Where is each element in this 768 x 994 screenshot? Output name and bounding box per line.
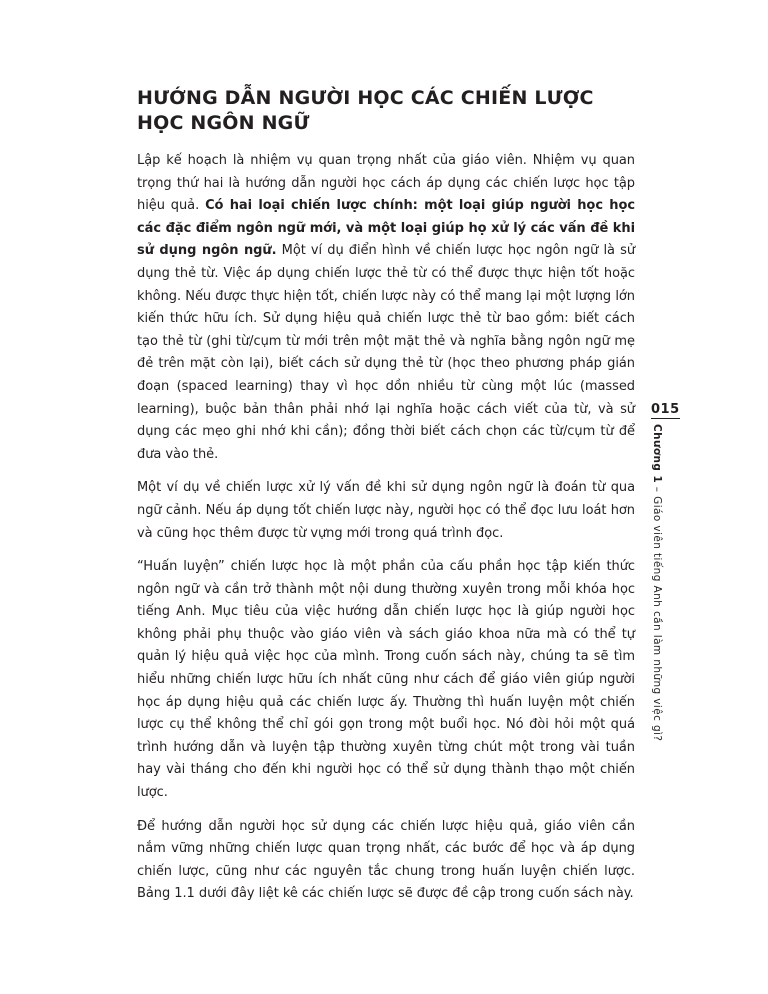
paragraph-1-rest: Một ví dụ điển hình về chiến lược học ngôn ngữ là sử dụng thẻ từ. Việc áp dụng chiến lược thẻ từ có thể được thực hiện tốt hoặc không. Nếu được thực hiện tốt, chiến lược này có thể mang lại một lượng lớn kiến thức hữu ích. Sử dụng hiệu quả chiến lược thẻ từ bao gồm: biết cách tạo thẻ từ (ghi từ/cụm từ mới trên một mặt thẻ và nghĩa bằng ngôn ngữ mẹ đẻ trên mặt còn lại), biết cách sử dụng thẻ từ (học theo phương pháp gián đoạn (spaced learning) thay vì học dồn nhiều từ cùng một lúc (massed learning), buộc bản thân phải nhớ lại nghĩa hoặc cách viết của từ, và sử dụng các mẹo ghi nhớ khi cần); đồng thời biết cách chọn các từ/cụm từ để đưa vào thẻ. — [137, 243, 636, 462]
paragraph-1 — [137, 150, 635, 466]
running-head — [651, 424, 663, 741]
paragraph-2: Một ví dụ về chiến lược xử lý vấn đề khi sử dụng ngôn ngữ là đoán từ qua ngữ cảnh. Nếu áp dụng tốt chiến lược này, người học có thể đọc lưu loát hơn và cũng học thêm được từ vựng mới trong quá trình đọc. — [137, 480, 635, 541]
title-line-1: HƯỚNG DẪN NGƯỜI HỌC CÁC CHIẾN LƯỢC — [137, 87, 594, 109]
paragraph-1-emphasis: Có hai loại chiến lược chính: một loại giúp người học học các đặc điểm ngôn ngữ mới, và một loại giúp họ xử lý các vấn đề khi sử dụng ngôn ngữ. — [137, 198, 635, 259]
chapter-subtitle: – Giáo viên tiếng Anh cần làm những việc gì? — [651, 483, 663, 742]
chapter-label: Chương 1 — [651, 424, 663, 484]
page-title — [137, 86, 657, 136]
paragraph-1-intro: Lập kế hoạch là nhiệm vụ quan trọng nhất của giáo viên. Nhiệm vụ quan trọng thứ hai là hướng dẫn người học cách áp dụng các chiến lược học tập hiệu quả. — [137, 153, 635, 214]
paragraph-3: “Huấn luyện” chiến lược học là một phần của cấu phần học tập kiến thức ngôn ngữ và cần trở thành một nội dung thường xuyên trong mỗi khóa học tiếng Anh. Mục tiêu của việc hướng dẫn chiến lược học là giúp người học không phải phụ thuộc vào giáo viên và sách giáo khoa nữa mà có thể tự quản lý hiệu quả việc học của mình. Trong cuốn sách này, chúng ta sẽ tìm hiểu những chiến lược hữu ích nhất cũng như cách để giáo viên giúp người học áp dụng hiệu quả các chiến lược ấy. Thường thì huấn luyện một chiến lược cụ thể không thể chỉ gói gọn trong một buổi học. Nó đòi hỏi một quá trình hướng dẫn và luyện tập thường xuyên từng chút một trong vài tuần hay vài tháng cho đến khi người học có thể sử dụng thành thạo một chiến lược. — [137, 559, 635, 801]
page-number: 015 — [651, 402, 680, 417]
body-text — [137, 150, 635, 917]
paragraph-4: Để hướng dẫn người học sử dụng các chiến lược hiệu quả, giáo viên cần nắm vững những chiến lược quan trọng nhất, các bước để học và áp dụng chiến lược, cũng như các nguyên tắc chung trong huấn luyện chiến lược. Bảng 1.1 dưới đây liệt kê các chiến lược sẽ được đề cập trong cuốn sách này. — [137, 818, 635, 902]
title-line-2: HỌC NGÔN NGỮ — [137, 112, 310, 134]
